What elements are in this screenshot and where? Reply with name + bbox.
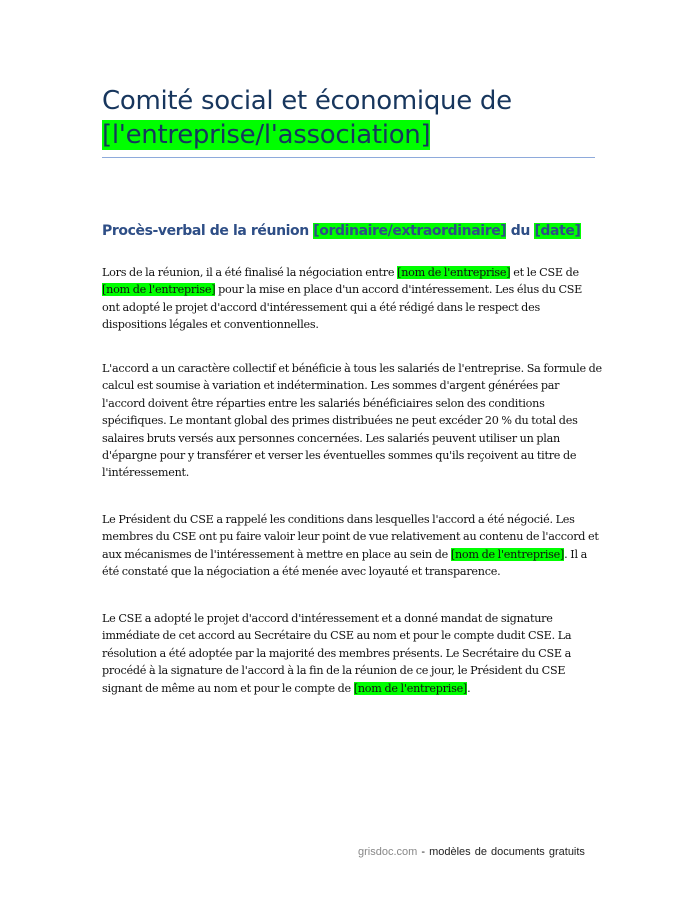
title-underline-rule <box>102 157 595 158</box>
date-placeholder: [date] <box>534 223 581 239</box>
company-name-placeholder: [nom de l'entreprise] <box>353 681 468 695</box>
page-footer <box>358 846 585 858</box>
paragraph-text: . Il a été constaté que la négociation a été menée avec loyauté et transparence. <box>102 547 588 579</box>
title-placeholder: [l'entreprise/l'association] <box>102 120 431 150</box>
subtitle-prefix: Procès-verbal de la réunion <box>102 223 314 239</box>
footer-tagline: - modèles de documents gratuits <box>417 846 585 858</box>
subtitle-middle: du <box>506 223 535 239</box>
meeting-type-placeholder: [ordinaire/extraordinaire] <box>313 223 507 239</box>
paragraph-negotiation <box>102 264 602 334</box>
document-subtitle <box>102 220 581 242</box>
paragraph-agreement-details <box>102 360 602 482</box>
paragraph-president-recall <box>102 511 602 581</box>
paragraph-signature <box>102 610 602 697</box>
paragraph-text: Le Président du CSE a rappelé les conditions dans lesquelles l'accord a été négocié. Les membres du CSE ont pu faire valoir leur point de vue relativement au contenu de l'accord et aux mécanismes de l'intéressement à mettre en place au sein de <box>102 513 599 561</box>
footer-brand-link[interactable]: grisdoc.com <box>358 846 418 858</box>
company-name-placeholder: [nom de l'entreprise] <box>102 283 216 297</box>
paragraph-text: et le CSE de <box>510 266 579 279</box>
paragraph-text: Lors de la réunion, il a été finalisé la négociation entre <box>102 266 398 279</box>
company-name-placeholder: [nom de l'entreprise] <box>450 547 565 561</box>
paragraph-text: . <box>467 681 471 695</box>
company-name-placeholder: [nom de l'entreprise] <box>397 266 511 279</box>
title-text: Comité social et économique de <box>102 86 512 116</box>
document-title <box>102 84 597 152</box>
paragraph-text: pour la mise en place d'un accord d'intéressement. Les élus du CSE ont adopté le projet d'accord d'intéressement qui a été rédigé dans le respect des dispositions légales et conventionnelles. <box>102 283 583 332</box>
paragraph-text: L'accord a un caractère collectif et bénéficie à tous les salariés de l'entreprise. Sa formule de calcul est soumise à variation et indétermination. Les sommes d'argent générées par l'accord doivent être réparties entre les salariés bénéficiaires selon des conditions spécifiques. Le montant global des primes distribuées ne peut excéder 20 % du total des salaires bruts versés aux personnes concernées. Les salariés peuvent utiliser un plan d'épargne pour y transférer et verser les éventuelles sommes qu'ils reçoivent au titre de l'intéressement. <box>102 362 602 480</box>
paragraph-text: Le CSE a adopté le projet d'accord d'intéressement et a donné mandat de signature immédiate de cet accord au Secrétaire du CSE au nom et pour le compte dudit CSE. La résolution a été adoptée par la majorité des membres présents. Le Secrétaire du CSE a procédé à la signature de l'accord à la fin de la réunion de ce jour, le Président du CSE signant de même au nom et pour le compte de <box>102 612 572 695</box>
